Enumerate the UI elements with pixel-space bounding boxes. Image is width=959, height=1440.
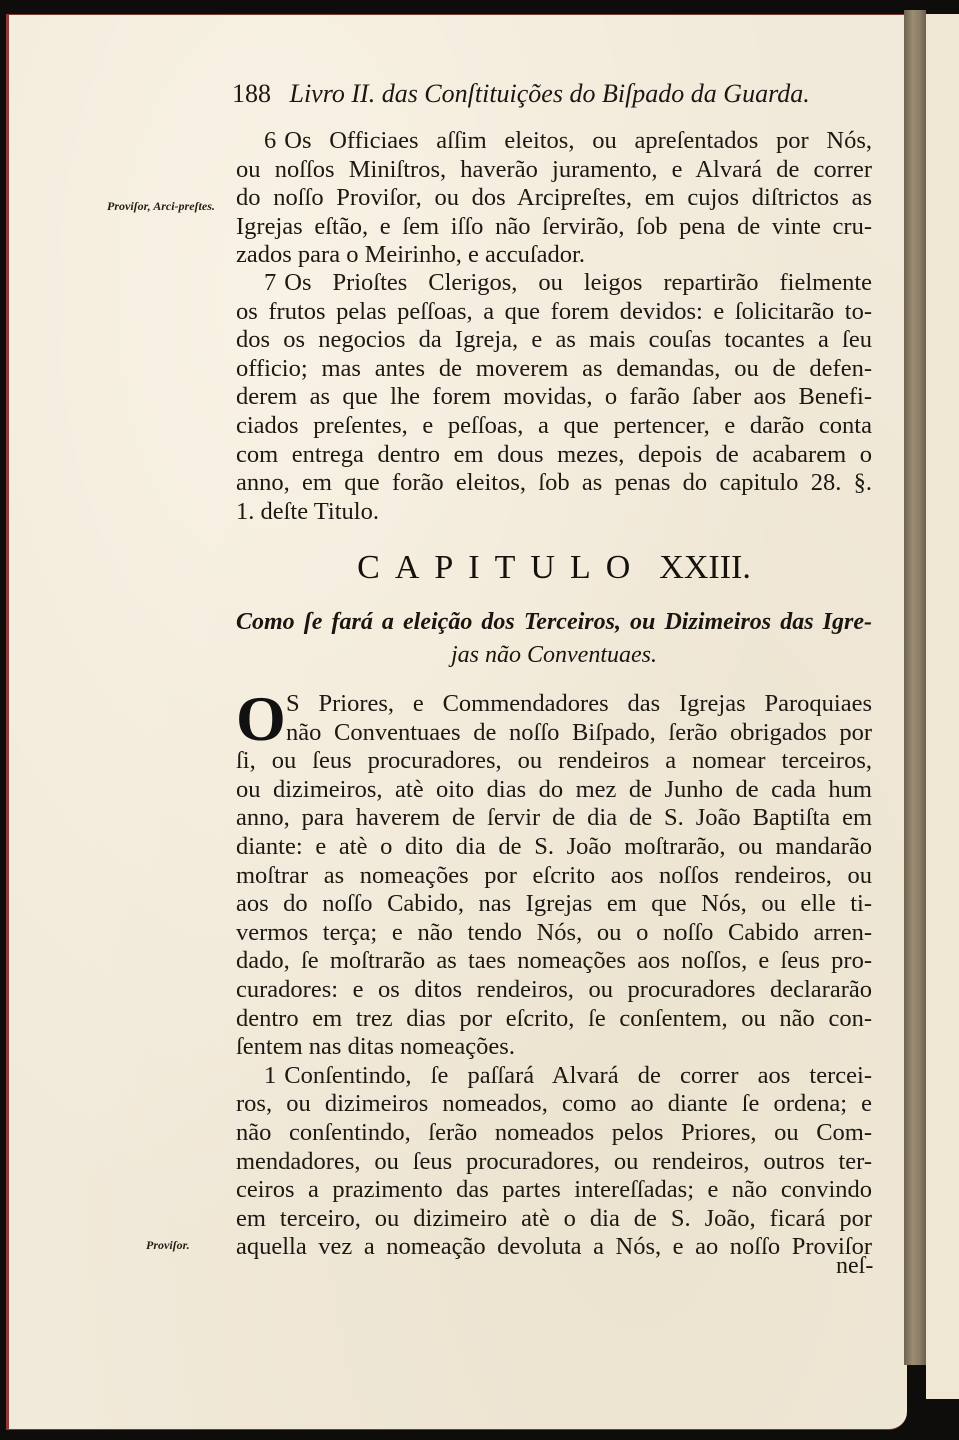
text-line: ſi, ou ſeus procuradores, ou rendeiros a nomear terceiros,: [236, 747, 872, 775]
text-line: os frutos pelas peſſoas, a que forem devidos: e ſolicitarão to-: [236, 297, 872, 325]
text-line-content: Conſentindo, ſe paſſará Alvará de correr aos tercei-: [284, 1061, 872, 1089]
text-line: [236, 1062, 872, 1091]
section-number: 7: [264, 269, 277, 296]
text-line: diante: e atè o dito dia de S. João moſtrarão, ou mandarão: [236, 832, 872, 860]
text-line: curadores: e os ditos rendeiros, ou procuradores declararão: [236, 975, 872, 1003]
text-line: dos os negocios da Igreja, e as mais couſas tocantes a ſeu: [236, 326, 872, 354]
running-header: [232, 78, 892, 110]
text-line: mendadores, ou ſeus procuradores, ou rendeiros, outros ter-: [236, 1147, 872, 1175]
facing-page-edge: [926, 14, 959, 1399]
text-line: moſtrar as nomeações por eſcrito aos noſſos rendeiros, ou: [236, 861, 872, 889]
chapter-opening-paragraph: [236, 683, 872, 1262]
text-line: ou dizimeiros, atè oito dias do mez de Junho de cada hum: [236, 775, 872, 803]
text-line: 1. deſte Titulo.: [236, 497, 379, 525]
margin-note: Proviſor, Arci-preſtes.: [107, 199, 215, 213]
text-line: ſentem nas ditas nomeações.: [236, 1033, 515, 1061]
page-number: 188: [232, 79, 271, 108]
text-line: do noſſo Proviſor, ou dos Arcipreſtes, em cujos diſtrictos as: [236, 184, 872, 212]
text-line: S Priores, e Commendadores das Igrejas Paroquiaes: [286, 690, 872, 717]
running-title: Livro II. das Conſtituições do Biſpado da Guarda.: [289, 79, 810, 108]
text-line: ceiros a prazimento das partes intereſſadas; e não convindo: [236, 1176, 872, 1204]
subtitle-line: Como ſe fará a eleição dos Terceiros, ou Dizimeiros das Igre-: [236, 609, 872, 635]
text-line-content: Os Officiaes aſſim eleitos, ou apreſentados por Nós,: [284, 127, 872, 154]
text-line: [236, 269, 872, 298]
text-line: não conſentindo, ſerão nomeados pelos Priores, ou Com-: [236, 1118, 872, 1146]
chapter-numeral: XXIII.: [659, 549, 751, 586]
text-line: zados para o Meirinho, e accuſador.: [236, 241, 585, 269]
text-line: [236, 127, 872, 156]
section-number: 1: [264, 1061, 277, 1089]
section-number: 6: [264, 127, 277, 154]
text-line: aquella vez a nomeação devoluta a Nós, e ao noſſo Proviſor: [236, 1233, 872, 1261]
text-line: ou noſſos Miniſtros, haverão juramento, e Alvará de correr: [236, 155, 872, 183]
text-line: dentro em trez dias por eſcrito, ſe conſentem, ou não con-: [236, 1004, 872, 1032]
text-line: ciados preſentes, e peſſoas, a que pertencer, e darão conta: [236, 411, 872, 439]
text-line: anno, para haverem de ſervir de dia de S. João Baptiſta em: [236, 804, 872, 832]
text-line: aos do noſſo Cabido, nas Igrejas em que Nós, ou elle ti-: [236, 890, 872, 918]
chapter-heading: [236, 548, 872, 588]
book-gutter: [904, 10, 926, 1365]
text-line: anno, em que forão eleitos, ſob as penas do capitulo 28. §.: [236, 469, 872, 497]
paragraph-section-7: [236, 269, 872, 526]
catchword: neſ-: [836, 1253, 874, 1279]
chapter-subtitle: [236, 606, 872, 672]
margin-note: Proviſor.: [146, 1238, 190, 1252]
text-line: Igrejas eſtão, e ſem iſſo não ſervirão, ſob pena de vinte cru-: [236, 212, 872, 240]
chapter-word: CAPITULO: [357, 549, 646, 586]
text-line: vermos terça; e não tendo Nós, ou o noſſo Cabido arren-: [236, 918, 872, 946]
text-line: ros, ou dizimeiros nomeados, como ao diante ſe ordena; e: [236, 1090, 872, 1118]
text-line: officio; mas antes de moverem as demandas, ou de defen-: [236, 354, 872, 382]
text-line-content: Os Prioſtes Clerigos, ou leigos repartirão fielmente: [284, 269, 872, 296]
text-line: em terceiro, ou dizimeiro atè o dia de S. João, ficará por: [236, 1204, 872, 1232]
drop-cap: O: [236, 683, 286, 754]
text-line: derem as que lhe forem movidas, o farão ſaber aos Benefi-: [236, 383, 872, 411]
paragraph-section-6: [236, 127, 872, 270]
subtitle-line: jas não Conventuaes.: [451, 642, 657, 668]
text-line: não Conventuaes de noſſo Biſpado, ſerão obrigados por: [286, 718, 872, 746]
text-line: dado, ſe moſtrarão as taes nomeações aos noſſos, e ſeus pro-: [236, 947, 872, 975]
text-line: com entrega dentro em dous mezes, depois de acabarem o: [236, 440, 872, 468]
